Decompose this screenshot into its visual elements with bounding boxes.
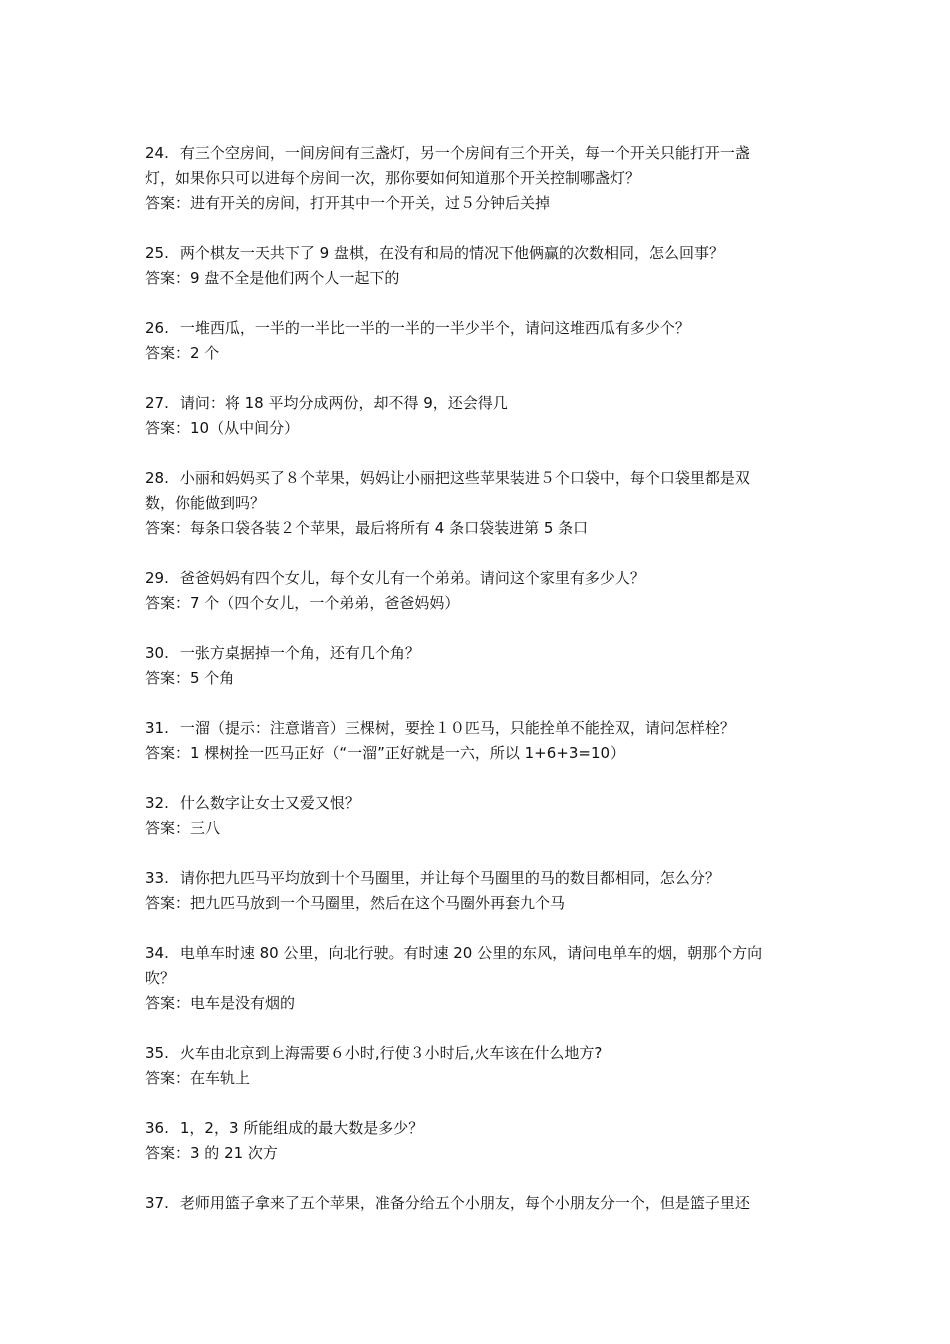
qa-item bbox=[145, 391, 810, 441]
question-number: 34. bbox=[145, 944, 169, 962]
question-line bbox=[145, 966, 810, 991]
line-text: 什么数字让女士又爱又恨？ bbox=[179, 794, 360, 812]
line-text: 答案：三八 bbox=[145, 819, 221, 837]
qa-item bbox=[145, 1116, 810, 1166]
line-text: 有三个空房间，一间房间有三盏灯，另一个房间有三个开关，每一个开关只能打开一盏 bbox=[179, 144, 750, 162]
line-text: 一溜（提示：注意谐音）三棵树，要拴１０匹马，只能拴单不能拴双，请问怎样栓？ bbox=[179, 719, 735, 737]
line-text: 答案：1 棵树拴一匹马正好（“一溜”正好就是一六，所以 1+6+3=10） bbox=[145, 744, 626, 762]
line-text: 两个棋友一天共下了 9 盘棋，在没有和局的情况下他俩赢的次数相同，怎么回事？ bbox=[179, 244, 724, 262]
question-number: 26. bbox=[145, 319, 169, 337]
question-number: 27. bbox=[145, 394, 169, 412]
qa-list bbox=[145, 141, 810, 1241]
question-line bbox=[145, 316, 810, 341]
line-text: 一堆西瓜，一半的一半比一半的一半的一半少半个，请问这堆西瓜有多少个？ bbox=[179, 319, 690, 337]
line-text: 答案：在车轨上 bbox=[145, 1069, 251, 1087]
question-line bbox=[145, 941, 810, 966]
question-line bbox=[145, 166, 810, 191]
answer-line bbox=[145, 341, 810, 366]
line-text: 请你把九匹马平均放到十个马圈里，并让每个马圈里的马的数目都相同，怎么分？ bbox=[179, 869, 720, 887]
line-text: 答案：10（从中间分） bbox=[145, 419, 300, 437]
question-line bbox=[145, 491, 810, 516]
line-text: 请问：将 18 平均分成两份，却不得 9，还会得几 bbox=[179, 394, 508, 412]
line-text: 爸爸妈妈有四个女儿，每个女儿有一个弟弟。请问这个家里有多少人？ bbox=[179, 569, 645, 587]
qa-item bbox=[145, 141, 810, 216]
question-line bbox=[145, 791, 810, 816]
line-text: 数，你能做到吗？ bbox=[145, 494, 266, 512]
question-number: 37. bbox=[145, 1194, 169, 1212]
question-line bbox=[145, 866, 810, 891]
line-text: 答案：电车是没有烟的 bbox=[145, 994, 296, 1012]
line-text: 答案：5 个角 bbox=[145, 669, 235, 687]
question-line bbox=[145, 1116, 810, 1141]
question-number: 25. bbox=[145, 244, 169, 262]
answer-line bbox=[145, 1066, 810, 1091]
line-text: 答案：3 的 21 次方 bbox=[145, 1144, 278, 1162]
line-text: 答案：7 个（四个女儿，一个弟弟，爸爸妈妈） bbox=[145, 594, 460, 612]
qa-item bbox=[145, 566, 810, 616]
question-line bbox=[145, 566, 810, 591]
answer-line bbox=[145, 266, 810, 291]
question-number: 36. bbox=[145, 1119, 169, 1137]
qa-item bbox=[145, 716, 810, 766]
line-text: 火车由北京到上海需要６小时,行使３小时后,火车该在什么地方? bbox=[179, 1044, 603, 1062]
question-number: 24. bbox=[145, 144, 169, 162]
question-number: 31. bbox=[145, 719, 169, 737]
line-text: 一张方桌据掉一个角，还有几个角？ bbox=[179, 644, 420, 662]
qa-item bbox=[145, 1191, 810, 1216]
question-number: 32. bbox=[145, 794, 169, 812]
question-line bbox=[145, 141, 810, 166]
question-line bbox=[145, 641, 810, 666]
question-number: 29. bbox=[145, 569, 169, 587]
line-text: 吹？ bbox=[145, 969, 176, 987]
qa-item bbox=[145, 241, 810, 291]
answer-line bbox=[145, 666, 810, 691]
line-text: 小丽和妈妈买了８个苹果，妈妈让小丽把这些苹果装进５个口袋中，每个口袋里都是双 bbox=[179, 469, 750, 487]
question-number: 30. bbox=[145, 644, 169, 662]
question-line bbox=[145, 1191, 810, 1216]
line-text: 老师用篮子拿来了五个苹果，准备分给五个小朋友，每个小朋友分一个，但是篮子里还 bbox=[179, 1194, 750, 1212]
qa-item bbox=[145, 866, 810, 916]
question-line bbox=[145, 391, 810, 416]
answer-line bbox=[145, 191, 810, 216]
question-line bbox=[145, 716, 810, 741]
line-text: 1，2，3 所能组成的最大数是多少？ bbox=[179, 1119, 424, 1137]
line-text: 答案：每条口袋各装２个苹果，最后将所有 4 条口袋装进第 5 条口 bbox=[145, 519, 589, 537]
line-text: 灯，如果你只可以进每个房间一次，那你要如何知道那个开关控制哪盏灯？ bbox=[145, 169, 641, 187]
answer-line bbox=[145, 1141, 810, 1166]
question-line bbox=[145, 241, 810, 266]
qa-item bbox=[145, 641, 810, 691]
line-text: 答案：9 盘不全是他们两个人一起下的 bbox=[145, 269, 400, 287]
qa-item bbox=[145, 466, 810, 541]
answer-line bbox=[145, 591, 810, 616]
question-line bbox=[145, 466, 810, 491]
qa-item bbox=[145, 316, 810, 366]
answer-line bbox=[145, 891, 810, 916]
qa-item bbox=[145, 791, 810, 841]
question-number: 28. bbox=[145, 469, 169, 487]
answer-line bbox=[145, 416, 810, 441]
answer-line bbox=[145, 516, 810, 541]
answer-line bbox=[145, 991, 810, 1016]
answer-line bbox=[145, 816, 810, 841]
answer-line bbox=[145, 741, 810, 766]
question-number: 35. bbox=[145, 1044, 169, 1062]
question-line bbox=[145, 1041, 810, 1066]
line-text: 答案：进有开关的房间，打开其中一个开关，过５分钟后关掉 bbox=[145, 194, 551, 212]
line-text: 电单车时速 80 公里，向北行驶。有时速 20 公里的东风，请问电单车的烟，朝那个方向 bbox=[179, 944, 763, 962]
line-text: 答案：2 个 bbox=[145, 344, 220, 362]
qa-item bbox=[145, 941, 810, 1016]
qa-item bbox=[145, 1041, 810, 1091]
line-text: 答案：把九匹马放到一个马圈里，然后在这个马圈外再套九个马 bbox=[145, 894, 566, 912]
question-number: 33. bbox=[145, 869, 169, 887]
